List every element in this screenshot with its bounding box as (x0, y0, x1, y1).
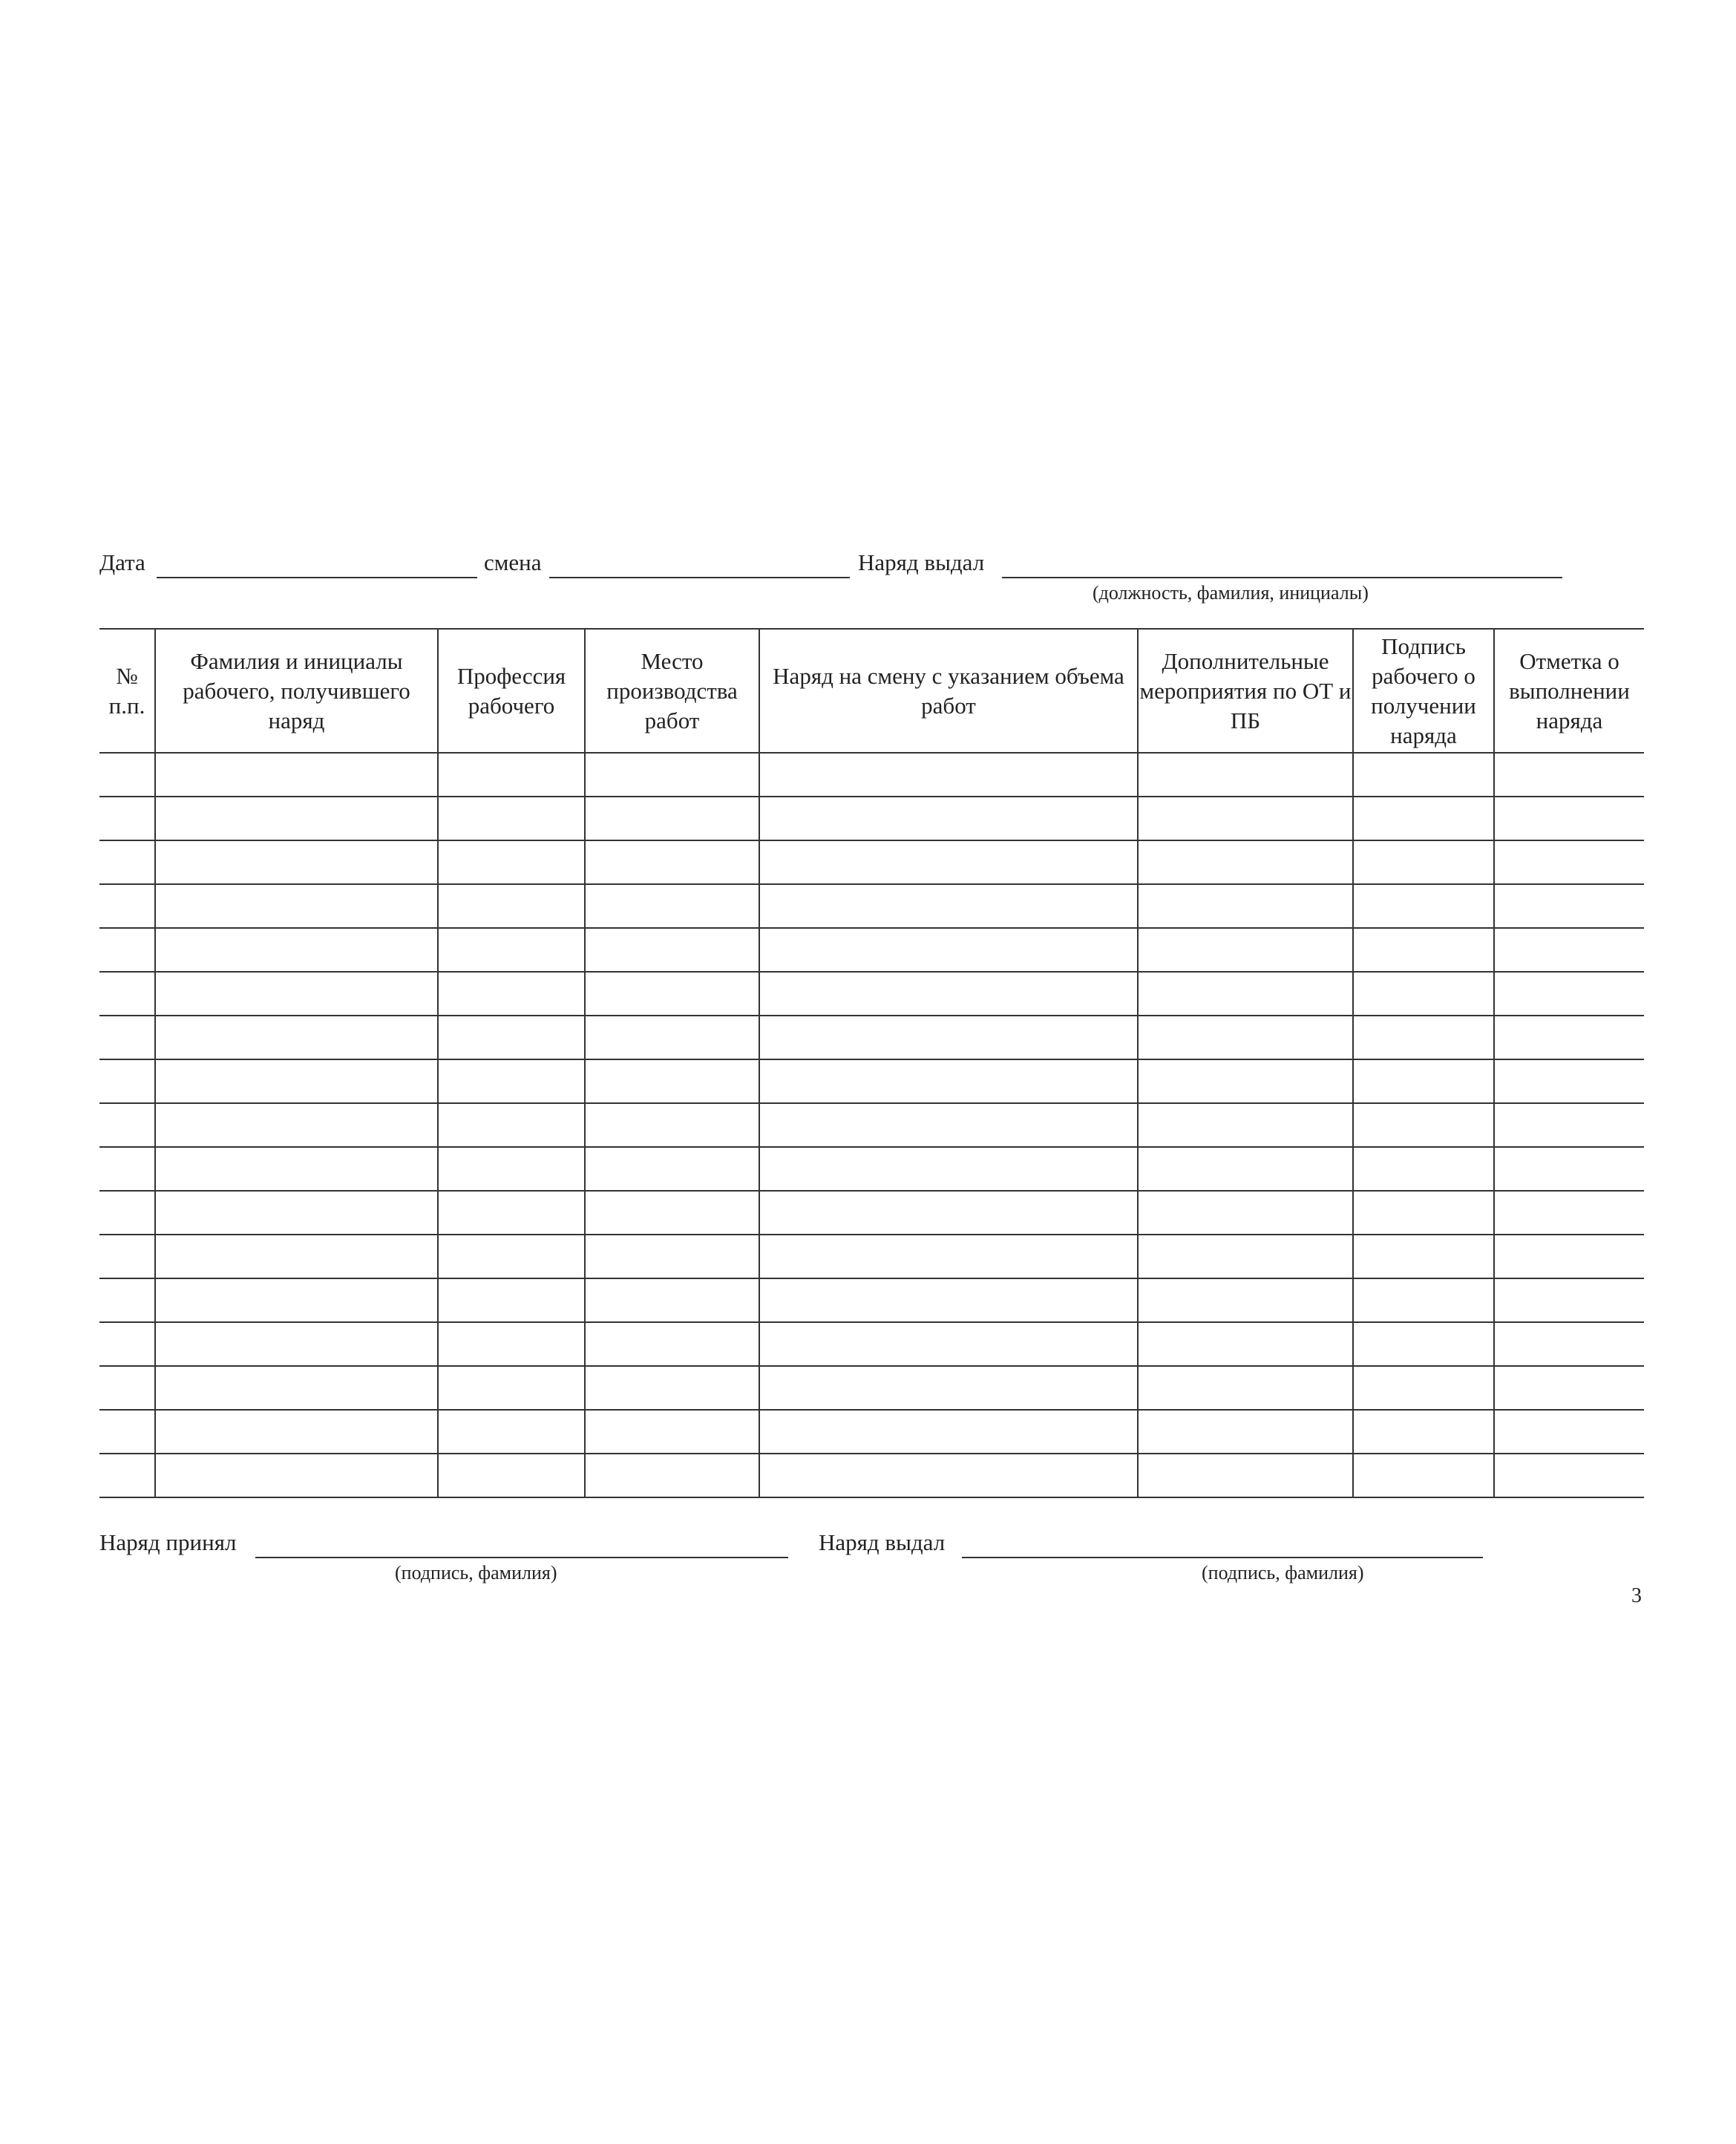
table-cell[interactable] (438, 1322, 585, 1366)
table-cell[interactable] (438, 1016, 585, 1059)
table-cell[interactable] (759, 840, 1138, 884)
table-cell[interactable] (1494, 1322, 1644, 1366)
table-cell[interactable] (99, 1278, 155, 1322)
table-row (99, 884, 1644, 928)
accepted-caption: (подпись, фамилия) (395, 1562, 557, 1584)
table-cell[interactable] (1138, 1366, 1353, 1410)
page-number: 3 (1631, 1584, 1642, 1607)
column-header: Профессия рабочего (438, 629, 585, 753)
table-cell[interactable] (155, 753, 438, 797)
table-cell[interactable] (99, 1147, 155, 1191)
table-cell[interactable] (585, 1322, 759, 1366)
issued-by-caption: (должность, фамилия, инициалы) (1093, 582, 1369, 604)
table-cell[interactable] (1138, 1322, 1353, 1366)
table-cell[interactable] (155, 1016, 438, 1059)
table-cell[interactable] (1494, 1235, 1644, 1278)
table-cell[interactable] (1494, 1147, 1644, 1191)
table-cell[interactable] (1494, 840, 1644, 884)
table-cell[interactable] (1494, 972, 1644, 1016)
table-cell[interactable] (1353, 1235, 1494, 1278)
footer-issued-caption: (подпись, фамилия) (1202, 1562, 1364, 1584)
table-cell[interactable] (759, 1454, 1138, 1497)
table-cell[interactable] (1353, 1278, 1494, 1322)
table-cell[interactable] (1138, 1103, 1353, 1147)
table-cell[interactable] (99, 797, 155, 840)
table-cell[interactable] (1353, 753, 1494, 797)
table-cell[interactable] (438, 1147, 585, 1191)
accepted-field[interactable] (255, 1557, 788, 1558)
table-cell[interactable] (1353, 1103, 1494, 1147)
table-cell[interactable] (99, 1410, 155, 1454)
table-cell[interactable] (1494, 1103, 1644, 1147)
table-header-row (99, 629, 1644, 753)
table-cell[interactable] (1353, 884, 1494, 928)
table-cell[interactable] (1353, 1454, 1494, 1497)
table-cell[interactable] (759, 1235, 1138, 1278)
column-header: Наряд на смену с указанием объема работ (759, 629, 1138, 753)
table-cell[interactable] (1138, 797, 1353, 840)
table-cell[interactable] (155, 884, 438, 928)
table-cell[interactable] (759, 1103, 1138, 1147)
table-cell[interactable] (1353, 1191, 1494, 1235)
table-row (99, 1322, 1644, 1366)
table-cell[interactable] (759, 1147, 1138, 1191)
table-cell[interactable] (1138, 840, 1353, 884)
table-cell[interactable] (585, 797, 759, 840)
table-cell[interactable] (1138, 1235, 1353, 1278)
table-cell[interactable] (99, 1366, 155, 1410)
table-cell[interactable] (1138, 1278, 1353, 1322)
footer-issued-field[interactable] (962, 1557, 1483, 1558)
table-cell[interactable] (1494, 1454, 1644, 1497)
table-cell[interactable] (1353, 1016, 1494, 1059)
table-row (99, 753, 1644, 797)
table-cell[interactable] (438, 797, 585, 840)
table-cell[interactable] (585, 840, 759, 884)
shift-field[interactable] (549, 577, 850, 578)
table-cell[interactable] (759, 1366, 1138, 1410)
table-cell[interactable] (759, 1059, 1138, 1103)
table-cell[interactable] (759, 1191, 1138, 1235)
date-field[interactable] (157, 577, 477, 578)
table-cell[interactable] (1138, 1410, 1353, 1454)
table-cell[interactable] (1353, 928, 1494, 972)
table-cell[interactable] (759, 797, 1138, 840)
issued-by-field[interactable] (1002, 577, 1562, 578)
table-row (99, 1016, 1644, 1059)
table-cell[interactable] (1138, 1147, 1353, 1191)
table-cell[interactable] (1138, 1016, 1353, 1059)
table-cell[interactable] (438, 1191, 585, 1235)
table-cell[interactable] (438, 1235, 585, 1278)
table-cell[interactable] (99, 1059, 155, 1103)
table-row (99, 1410, 1644, 1454)
table-cell[interactable] (438, 928, 585, 972)
table-cell[interactable] (759, 1322, 1138, 1366)
table-cell[interactable] (585, 1191, 759, 1235)
table-cell[interactable] (1138, 1454, 1353, 1497)
table-cell[interactable] (99, 972, 155, 1016)
table-cell[interactable] (759, 753, 1138, 797)
table-row (99, 1059, 1644, 1103)
table-cell[interactable] (155, 1235, 438, 1278)
table-row (99, 840, 1644, 884)
column-header: Дополнительные мероприятия по ОТ и ПБ (1138, 629, 1353, 753)
table-cell[interactable] (99, 840, 155, 884)
table-cell[interactable] (438, 1278, 585, 1322)
table-cell[interactable] (1353, 1410, 1494, 1454)
table-cell[interactable] (1494, 1191, 1644, 1235)
table-cell[interactable] (585, 753, 759, 797)
table-cell[interactable] (1353, 1366, 1494, 1410)
table-row (99, 1191, 1644, 1235)
column-header: Подпись рабочего о получении наряда (1353, 629, 1494, 753)
table-cell[interactable] (1353, 1147, 1494, 1191)
table-cell[interactable] (759, 1410, 1138, 1454)
table-row (99, 1454, 1644, 1497)
table-row (99, 1147, 1644, 1191)
table-cell[interactable] (1353, 1322, 1494, 1366)
table-cell[interactable] (1353, 797, 1494, 840)
table-cell[interactable] (1494, 1410, 1644, 1454)
table-row (99, 1278, 1644, 1322)
table-cell[interactable] (155, 1191, 438, 1235)
table-cell[interactable] (1494, 1059, 1644, 1103)
table-cell[interactable] (438, 884, 585, 928)
table-cell[interactable] (1494, 753, 1644, 797)
table-cell[interactable] (438, 972, 585, 1016)
table-cell[interactable] (1494, 1366, 1644, 1410)
table-cell[interactable] (155, 1278, 438, 1322)
table-cell[interactable] (438, 753, 585, 797)
table-cell[interactable] (585, 1454, 759, 1497)
shift-label: смена (484, 549, 542, 575)
table-cell[interactable] (1138, 972, 1353, 1016)
table-cell[interactable] (438, 1410, 585, 1454)
column-header: Место производства работ (585, 629, 759, 753)
table-cell[interactable] (1494, 1016, 1644, 1059)
table-cell[interactable] (155, 1454, 438, 1497)
table-cell[interactable] (585, 1278, 759, 1322)
accepted-label: Наряд принял (99, 1529, 237, 1555)
table-cell[interactable] (99, 1103, 155, 1147)
table-row (99, 1235, 1644, 1278)
table-cell[interactable] (585, 1235, 759, 1278)
table-row (99, 797, 1644, 840)
table-cell[interactable] (438, 1059, 585, 1103)
table-cell[interactable] (759, 884, 1138, 928)
table-cell[interactable] (585, 1366, 759, 1410)
table-cell[interactable] (585, 1147, 759, 1191)
table-cell[interactable] (759, 1016, 1138, 1059)
table-cell[interactable] (99, 1322, 155, 1366)
table-cell[interactable] (99, 753, 155, 797)
footer-issued-label: Наряд выдал (819, 1529, 946, 1555)
table-cell[interactable] (155, 928, 438, 972)
table-cell[interactable] (99, 1191, 155, 1235)
table-cell[interactable] (99, 884, 155, 928)
table-cell[interactable] (585, 928, 759, 972)
table-cell[interactable] (585, 884, 759, 928)
table-cell[interactable] (155, 797, 438, 840)
table-cell[interactable] (759, 928, 1138, 972)
table-cell[interactable] (155, 972, 438, 1016)
table-cell[interactable] (99, 1235, 155, 1278)
table-cell[interactable] (155, 1366, 438, 1410)
table-cell[interactable] (759, 1278, 1138, 1322)
table-cell[interactable] (99, 1454, 155, 1497)
table-cell[interactable] (585, 1410, 759, 1454)
table-cell[interactable] (759, 972, 1138, 1016)
column-header: Фамилия и инициалы рабочего, получившего наряд (155, 629, 438, 753)
table-row (99, 1366, 1644, 1410)
table-cell[interactable] (1138, 753, 1353, 797)
table-cell[interactable] (1353, 1059, 1494, 1103)
table-cell[interactable] (585, 1059, 759, 1103)
table-cell[interactable] (155, 840, 438, 884)
work-order-table (99, 628, 1644, 1498)
date-label: Дата (99, 549, 145, 575)
table-row (99, 1103, 1644, 1147)
table-cell[interactable] (585, 1103, 759, 1147)
table-cell[interactable] (585, 972, 759, 1016)
table-row (99, 928, 1644, 972)
table-cell[interactable] (155, 1410, 438, 1454)
table-cell[interactable] (438, 1103, 585, 1147)
table-cell[interactable] (155, 1059, 438, 1103)
table-cell[interactable] (1138, 1191, 1353, 1235)
column-header: № п.п. (99, 629, 155, 753)
table-cell[interactable] (1353, 972, 1494, 1016)
table-cell[interactable] (1138, 884, 1353, 928)
table-cell[interactable] (1353, 840, 1494, 884)
table-cell[interactable] (438, 1454, 585, 1497)
table-cell[interactable] (438, 840, 585, 884)
table-cell[interactable] (155, 1147, 438, 1191)
table-cell[interactable] (1138, 1059, 1353, 1103)
table-cell[interactable] (1494, 1278, 1644, 1322)
table-cell[interactable] (99, 1016, 155, 1059)
table-cell[interactable] (99, 928, 155, 972)
table-cell[interactable] (438, 1366, 585, 1410)
table-row (99, 972, 1644, 1016)
table-cell[interactable] (155, 1103, 438, 1147)
table-cell[interactable] (1494, 928, 1644, 972)
table-cell[interactable] (585, 1016, 759, 1059)
column-header: Отметка о выполнении наряда (1494, 629, 1644, 753)
issued-by-label: Наряд выдал (858, 549, 985, 575)
table-cell[interactable] (1494, 797, 1644, 840)
table-cell[interactable] (1494, 884, 1644, 928)
table-cell[interactable] (155, 1322, 438, 1366)
table-cell[interactable] (1138, 928, 1353, 972)
